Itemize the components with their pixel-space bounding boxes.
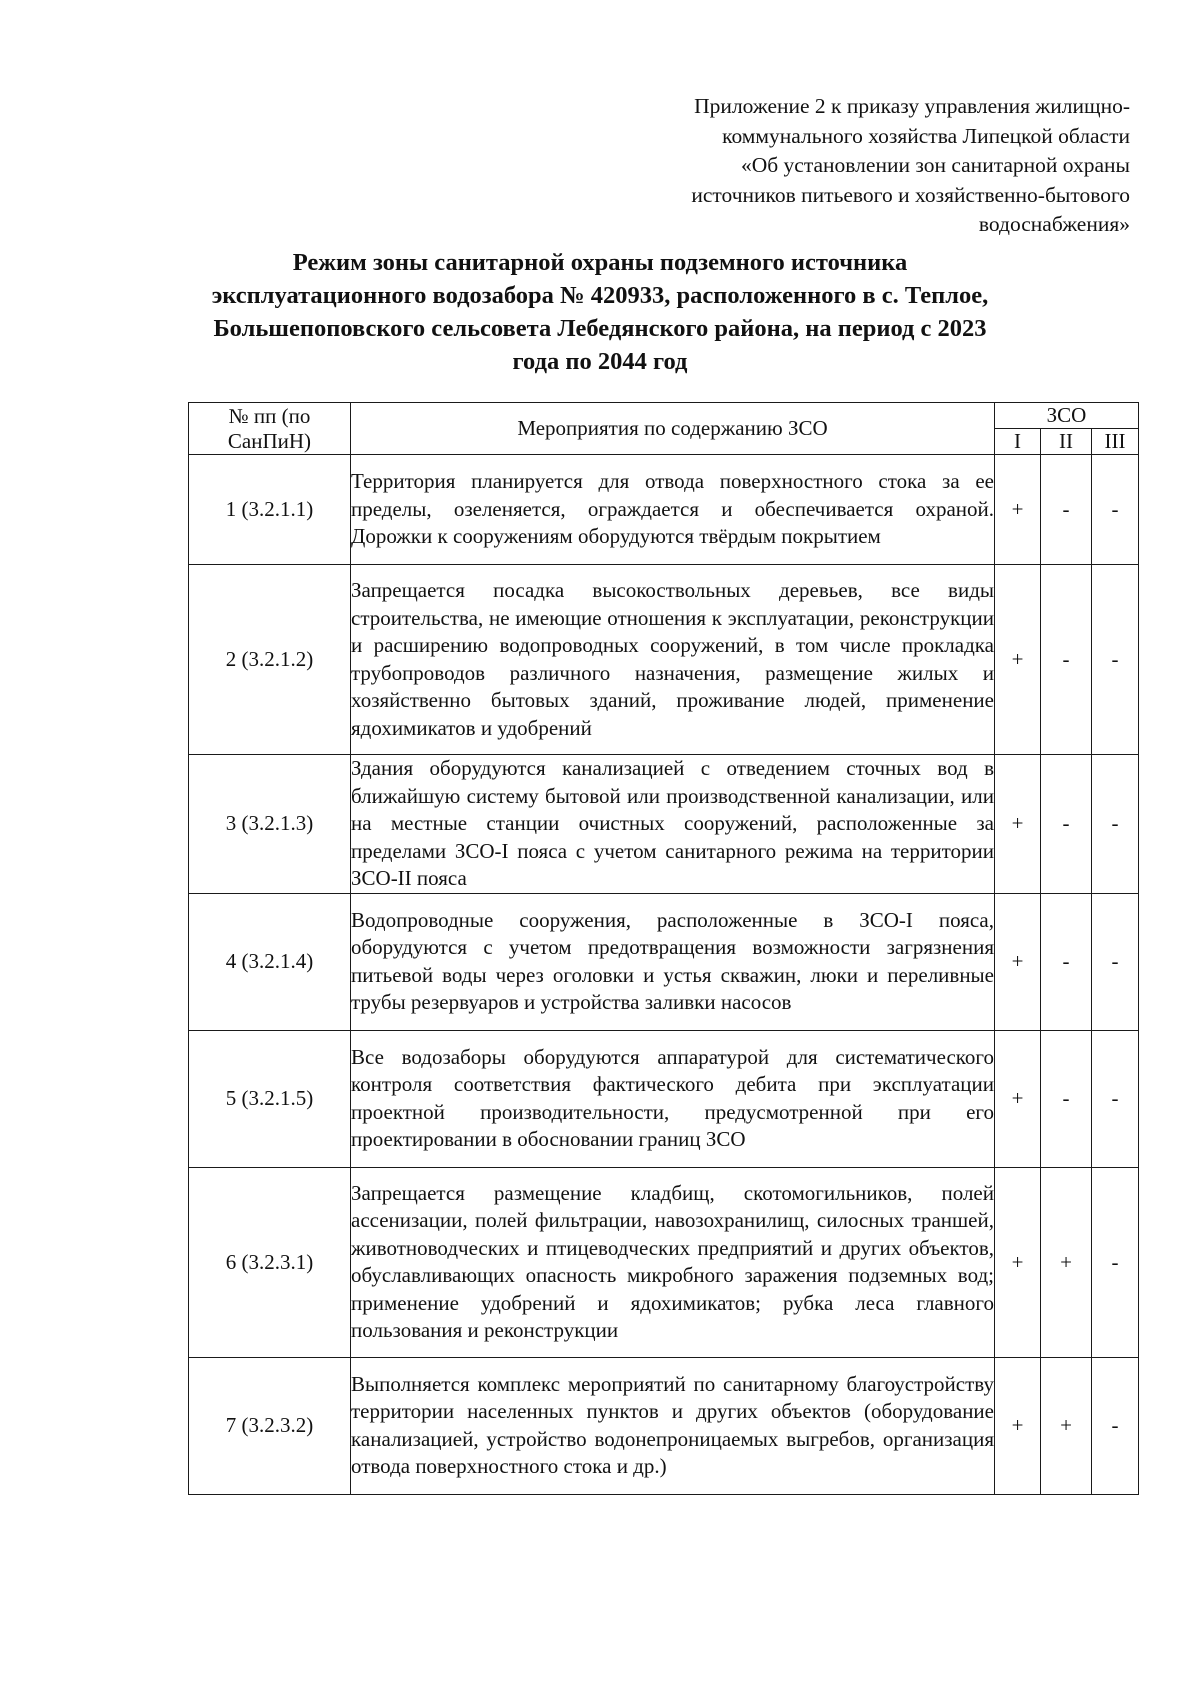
title-line: Большепоповского сельсовета Лебедянского района, на период с 2023 xyxy=(213,315,987,342)
table-row xyxy=(189,1167,1139,1357)
zone-3-mark: - xyxy=(1092,1167,1139,1357)
zone-3-mark: - xyxy=(1092,565,1139,755)
zone-1-mark: + xyxy=(995,1357,1041,1494)
zone-1-mark: + xyxy=(995,1030,1041,1167)
appendix-line: водоснабжения» xyxy=(978,212,1130,236)
row-measure-text: Территория планируется для отвода поверхностного стока за ее пределы, озеленяется, ограждается и обеспечивается охраной. Дорожки к сооружениям оборудуются твёрдым покрытием xyxy=(351,455,995,565)
row-measure-text: Все водозаборы оборудуются аппаратурой для систематического контроля соответствия фактического дебита при эксплуатации проектной производительности, предусмотренной при его проектировании в обосновании границ ЗСО xyxy=(351,1030,995,1167)
appendix-line: коммунального хозяйства Липецкой области xyxy=(722,123,1130,148)
header-zso: ЗСО xyxy=(995,403,1139,429)
row-measure-text: Запрещается размещение кладбищ, скотомогильников, полей ассенизации, полей фильтрации, навозохранилищ, силосных траншей, животноводческих и птицеводческих предприятий и других объектов, обуславливающих опасность микробного заражения подземных вод; применение удобрений и ядохимикатов; рубка леса главного пользования и реконструкции xyxy=(351,1167,995,1357)
row-number: 3 (3.2.1.3) xyxy=(189,755,351,894)
table-row xyxy=(189,1030,1139,1167)
header-num: № пп (по СанПиН) xyxy=(189,403,351,455)
table-row xyxy=(189,893,1139,1030)
row-measure-text: Здания оборудуются канализацией с отведением сточных вод в ближайшую систему бытовой или производственной канализации, или на местные станции очистных сооружений, расположенные за пределами ЗСО-I пояса с учетом санитарного режима на территории ЗСО-II пояса xyxy=(351,755,995,894)
zone-3-mark: - xyxy=(1092,1357,1139,1494)
title-line: года по 2044 год xyxy=(512,348,688,375)
title-line: эксплуатационного водозабора № 420933, расположенного в с. Теплое, xyxy=(211,282,989,309)
header-zone-1: I xyxy=(995,429,1041,455)
header-measures: Мероприятия по содержанию ЗСО xyxy=(351,403,995,455)
zone-2-mark: + xyxy=(1041,1167,1092,1357)
header-zone-3: III xyxy=(1092,429,1139,455)
zone-1-mark: + xyxy=(995,455,1041,565)
zone-1-mark: + xyxy=(995,565,1041,755)
row-number: 7 (3.2.3.2) xyxy=(189,1357,351,1494)
zone-1-mark: + xyxy=(995,1167,1041,1357)
row-number: 4 (3.2.1.4) xyxy=(189,893,351,1030)
appendix-line: источников питьевого и хозяйственно-бытового xyxy=(691,182,1130,207)
table-row xyxy=(189,565,1139,755)
row-measure-text: Водопроводные сооружения, расположенные в ЗСО-I пояса, оборудуются с учетом предотвращения возможности загрязнения питьевой воды через оголовки и устья скважин, люки и переливные трубы резервуаров и устройства заливки насосов xyxy=(351,893,995,1030)
zone-2-mark: - xyxy=(1041,455,1092,565)
zone-1-mark: + xyxy=(995,755,1041,894)
zone-2-mark: - xyxy=(1041,1030,1092,1167)
document-title xyxy=(160,246,1040,378)
zone-3-mark: - xyxy=(1092,455,1139,565)
header-zone-2: II xyxy=(1041,429,1092,455)
zone-2-mark: + xyxy=(1041,1357,1092,1494)
zone-3-mark: - xyxy=(1092,1030,1139,1167)
appendix-line: Приложение 2 к приказу управления жилищно- xyxy=(694,94,1130,118)
row-measure-text: Выполняется комплекс мероприятий по санитарному благоустройству территории населенных пунктов и других объектов (оборудование канализацией, устройство водонепроницаемых выгребов, организация отвода поверхностного стока и др.) xyxy=(351,1357,995,1494)
row-number: 1 (3.2.1.1) xyxy=(189,455,351,565)
zone-3-mark: - xyxy=(1092,755,1139,894)
row-number: 6 (3.2.3.1) xyxy=(189,1167,351,1357)
appendix-note xyxy=(610,92,1130,240)
row-number: 5 (3.2.1.5) xyxy=(189,1030,351,1167)
zone-2-mark: - xyxy=(1041,755,1092,894)
zone-3-mark: - xyxy=(1092,893,1139,1030)
title-line: Режим зоны санитарной охраны подземного источника xyxy=(292,249,908,276)
table-row xyxy=(189,455,1139,565)
zone-1-mark: + xyxy=(995,893,1041,1030)
zone-2-mark: - xyxy=(1041,893,1092,1030)
zso-regime-table xyxy=(188,402,1139,1495)
zone-2-mark: - xyxy=(1041,565,1092,755)
table-row xyxy=(189,755,1139,894)
appendix-line: «Об установлении зон санитарной охраны xyxy=(740,153,1130,177)
row-number: 2 (3.2.1.2) xyxy=(189,565,351,755)
table-row xyxy=(189,1357,1139,1494)
row-measure-text: Запрещается посадка высокоствольных деревьев, все виды строительства, не имеющие отношения к эксплуатации, реконструкции и расширению водопроводных сооружений, в том числе прокладка трубопроводов различного назначения, размещение жилых и хозяйственно бытовых зданий, проживание людей, применение ядохимикатов и удобрений xyxy=(351,565,995,755)
